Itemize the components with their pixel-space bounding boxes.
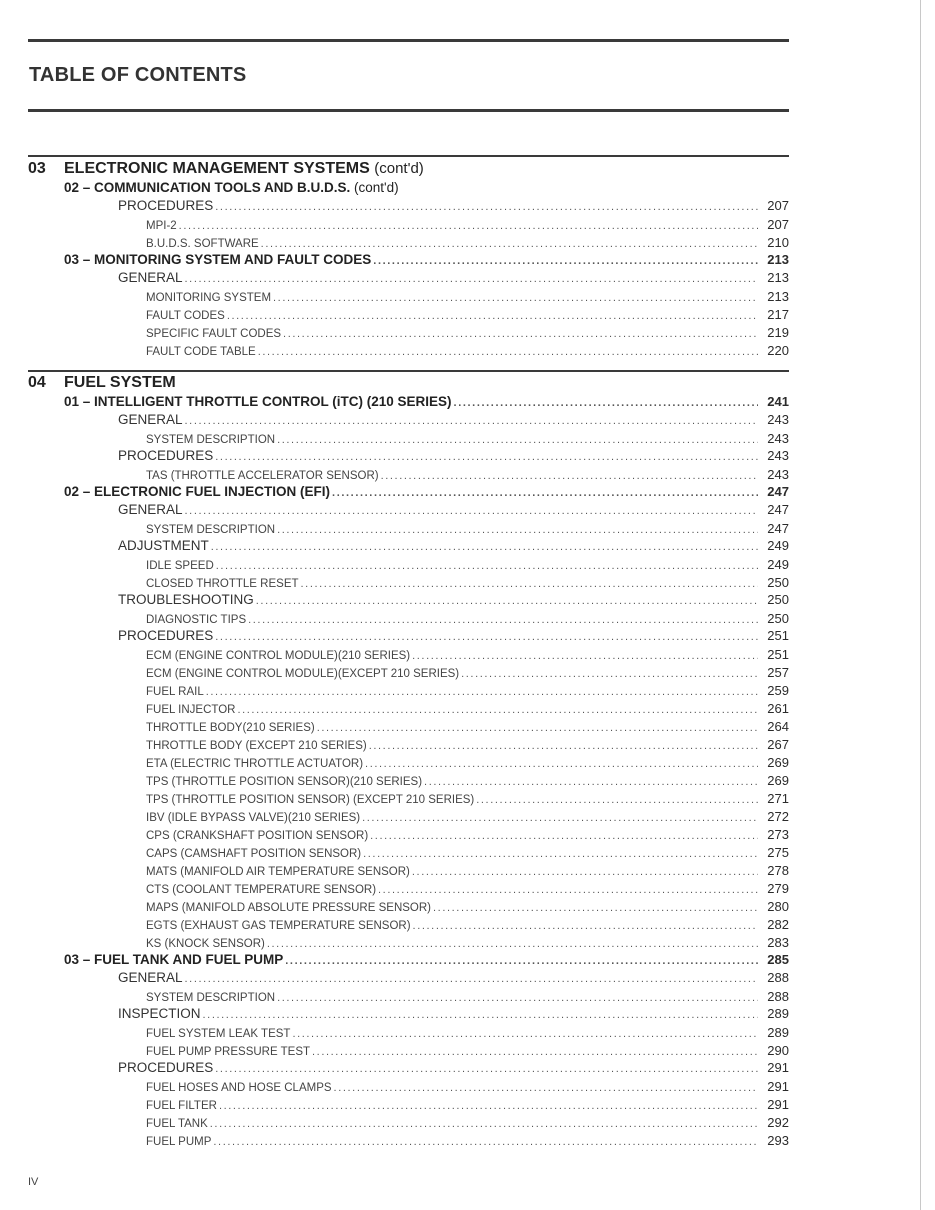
entry-label <box>64 394 452 409</box>
entry-title: IDLE SPEED <box>146 560 214 572</box>
entry-title: 01 – INTELLIGENT THROTTLE CONTROL (iTC) (210 SERIES) <box>64 394 452 409</box>
entry-title: FUEL PUMP <box>146 1136 212 1148</box>
item-entry[interactable] <box>146 289 789 304</box>
page-number: 279 <box>767 881 789 896</box>
dot-leader <box>227 310 758 322</box>
entry-title: ECM (ENGINE CONTROL MODULE)(EXCEPT 210 SERIES) <box>146 668 460 680</box>
page-number: 267 <box>767 737 789 752</box>
entry-label <box>146 668 459 680</box>
entry-label <box>118 448 213 463</box>
entry-label <box>146 292 271 304</box>
entry-label <box>146 866 410 878</box>
item-entry[interactable] <box>146 575 789 590</box>
dot-leader <box>365 758 758 770</box>
page-number: 273 <box>767 827 789 842</box>
dot-leader <box>277 992 758 1004</box>
page-number: 243 <box>767 431 789 446</box>
item-entry[interactable] <box>146 791 789 806</box>
entry-title: FAULT CODE TABLE <box>146 346 256 358</box>
entry-title: FUEL INJECTOR <box>146 704 236 716</box>
dot-leader <box>185 973 758 985</box>
dot-leader <box>461 668 758 680</box>
entry-title: B.U.D.S. SOFTWARE <box>146 238 259 250</box>
chapter-title: ELECTRONIC MANAGEMENT SYSTEMS <box>64 160 370 177</box>
item-entry[interactable] <box>146 325 789 340</box>
entry-label <box>118 592 254 607</box>
page-number: 249 <box>767 557 789 572</box>
entry-label <box>118 412 183 427</box>
page-number: 243 <box>767 467 789 482</box>
chapter-title-wrap <box>64 160 424 178</box>
dot-leader <box>215 1063 758 1075</box>
entry-label <box>146 686 204 698</box>
page-number: 275 <box>767 845 789 860</box>
item-entry[interactable] <box>146 737 789 752</box>
dot-leader <box>332 487 758 499</box>
page-number: 217 <box>767 307 789 322</box>
section-entry[interactable] <box>64 252 789 267</box>
topic-entry[interactable] <box>118 628 789 643</box>
page-number: 269 <box>767 755 789 770</box>
item-entry[interactable] <box>146 1097 789 1112</box>
entry-label <box>146 650 410 662</box>
topic-entry[interactable] <box>118 970 789 985</box>
entry-label <box>146 220 177 232</box>
dot-leader <box>378 884 758 896</box>
item-entry[interactable] <box>146 827 789 842</box>
dot-leader <box>185 415 758 427</box>
page-number: 278 <box>767 863 789 878</box>
item-entry[interactable] <box>146 809 789 824</box>
entry-label <box>146 560 214 572</box>
entry-label <box>146 238 259 250</box>
entry-title: FUEL FILTER <box>146 1100 217 1112</box>
topic-entry[interactable] <box>118 1060 789 1075</box>
item-entry[interactable] <box>146 1115 789 1130</box>
topic-entry[interactable] <box>118 1006 789 1021</box>
page-number: 289 <box>767 1025 789 1040</box>
item-entry[interactable] <box>146 521 789 536</box>
entry-title: THROTTLE BODY (EXCEPT 210 SERIES) <box>146 740 367 752</box>
item-entry[interactable] <box>146 701 789 716</box>
entry-title: PROCEDURES <box>118 628 214 643</box>
dot-leader <box>211 541 758 553</box>
entry-label <box>146 346 256 358</box>
page-number: 291 <box>767 1097 789 1112</box>
entry-label <box>146 758 363 770</box>
chapter-number: 04 <box>28 374 46 391</box>
entry-label <box>146 328 281 340</box>
section-entry[interactable] <box>64 952 789 967</box>
item-entry[interactable] <box>146 773 789 788</box>
entry-title: FAULT CODES <box>146 310 225 322</box>
entry-title: TAS (THROTTLE ACCELERATOR SENSOR) <box>146 470 379 482</box>
page-number: 250 <box>767 575 789 590</box>
page-number: 243 <box>767 412 789 427</box>
entry-label <box>118 628 213 643</box>
dot-leader <box>317 722 758 734</box>
entry-label <box>118 502 183 517</box>
dot-leader <box>206 686 758 698</box>
entry-label <box>146 884 376 896</box>
header-rule-top <box>28 39 789 42</box>
entry-label <box>118 538 209 553</box>
chapter-number: 03 <box>28 160 46 177</box>
entry-label <box>146 1046 310 1058</box>
entry-label <box>118 970 183 985</box>
topic-entry[interactable] <box>118 198 789 213</box>
entry-title: PROCEDURES <box>118 448 214 463</box>
dot-leader <box>424 776 758 788</box>
entry-title: IBV (IDLE BYPASS VALVE)(210 SERIES) <box>146 812 361 824</box>
item-entry[interactable] <box>146 1043 789 1058</box>
item-entry[interactable] <box>146 917 789 932</box>
dot-leader <box>285 955 758 967</box>
item-entry[interactable] <box>146 235 789 250</box>
entry-label <box>146 938 265 950</box>
item-entry[interactable] <box>146 683 789 698</box>
entry-label <box>64 180 399 195</box>
dot-leader <box>277 524 758 536</box>
entry-label <box>118 1006 201 1021</box>
page-number: 210 <box>767 235 789 250</box>
entry-title: ECM (ENGINE CONTROL MODULE)(210 SERIES) <box>146 650 411 662</box>
entry-label <box>146 920 411 932</box>
entry-label <box>146 722 315 734</box>
entry-label <box>146 578 299 590</box>
item-entry[interactable] <box>146 1025 789 1040</box>
page-title: TABLE OF CONTENTS <box>29 64 247 86</box>
item-entry[interactable] <box>146 719 789 734</box>
entry-label <box>146 310 225 322</box>
entry-label <box>146 1100 217 1112</box>
dot-leader <box>412 650 758 662</box>
page-number: 207 <box>767 198 789 213</box>
item-entry[interactable] <box>146 557 789 572</box>
page-number: 280 <box>767 899 789 914</box>
section-entry[interactable] <box>64 484 789 499</box>
entry-label <box>146 794 474 806</box>
entry-label <box>146 434 275 446</box>
entry-title: DIAGNOSTIC TIPS <box>146 614 247 626</box>
entry-title: FUEL TANK <box>146 1118 208 1130</box>
dot-leader <box>258 346 758 358</box>
entry-label <box>118 1060 213 1075</box>
entry-title: FUEL PUMP PRESSURE TEST <box>146 1046 311 1058</box>
chapter-title-wrap <box>64 374 176 392</box>
item-entry[interactable] <box>146 881 789 896</box>
entry-title: TPS (THROTTLE POSITION SENSOR) (EXCEPT 210 SERIES) <box>146 794 475 806</box>
entry-label <box>146 776 422 788</box>
entry-title: CLOSED THROTTLE RESET <box>146 578 299 590</box>
page-number: 247 <box>767 502 789 517</box>
entry-title: PROCEDURES <box>118 1060 214 1075</box>
page-number: 257 <box>767 665 789 680</box>
entry-title: 03 – FUEL TANK AND FUEL PUMP <box>64 952 284 967</box>
dot-leader <box>433 902 758 914</box>
entry-title: 03 – MONITORING SYSTEM AND FAULT CODES <box>64 252 372 267</box>
entry-title: PROCEDURES <box>118 198 214 213</box>
entry-title: 02 – ELECTRONIC FUEL INJECTION (EFI) <box>64 484 331 499</box>
page-number: 251 <box>767 647 789 662</box>
dot-leader <box>413 920 758 932</box>
page-number: 283 <box>767 935 789 950</box>
entry-label <box>146 740 367 752</box>
header-rule-bottom <box>28 109 789 112</box>
entry-title: CPS (CRANKSHAFT POSITION SENSOR) <box>146 830 369 842</box>
dot-leader <box>215 631 758 643</box>
dot-leader <box>203 1009 758 1021</box>
page-number: 289 <box>767 1006 789 1021</box>
dot-leader <box>248 614 758 626</box>
item-entry[interactable] <box>146 1133 789 1148</box>
entry-label <box>146 1082 332 1094</box>
topic-entry[interactable] <box>118 592 789 607</box>
page-number: 247 <box>767 521 789 536</box>
entry-title: GENERAL <box>118 270 183 285</box>
entry-label <box>118 270 183 285</box>
page-number: 285 <box>767 952 789 967</box>
topic-entry[interactable] <box>118 538 789 553</box>
entry-title: TPS (THROTTLE POSITION SENSOR)(210 SERIES) <box>146 776 423 788</box>
page-number: 243 <box>767 448 789 463</box>
entry-title: INSPECTION <box>118 1006 201 1021</box>
page-number: 251 <box>767 628 789 643</box>
entry-title: MAPS (MANIFOLD ABSOLUTE PRESSURE SENSOR) <box>146 902 432 914</box>
entry-label <box>146 1136 211 1148</box>
entry-title: KS (KNOCK SENSOR) <box>146 938 265 950</box>
dot-leader <box>312 1046 758 1058</box>
item-entry[interactable] <box>146 899 789 914</box>
dot-leader <box>219 1100 758 1112</box>
item-entry[interactable] <box>146 863 789 878</box>
page-number: 291 <box>767 1060 789 1075</box>
item-entry[interactable] <box>146 845 789 860</box>
page-number: 293 <box>767 1133 789 1148</box>
entry-title: GENERAL <box>118 502 183 517</box>
item-entry[interactable] <box>146 217 789 232</box>
entry-title: SYSTEM DESCRIPTION <box>146 992 276 1004</box>
dot-leader <box>362 812 758 824</box>
entry-title: EGTS (EXHAUST GAS TEMPERATURE SENSOR) <box>146 920 411 932</box>
entry-label <box>146 812 360 824</box>
item-entry[interactable] <box>146 467 789 482</box>
page-number: 288 <box>767 970 789 985</box>
topic-entry[interactable] <box>118 270 789 285</box>
page-number: 272 <box>767 809 789 824</box>
page-number: 264 <box>767 719 789 734</box>
dot-leader <box>215 451 758 463</box>
dot-leader <box>237 704 758 716</box>
entry-label <box>64 484 330 499</box>
page-number: 290 <box>767 1043 789 1058</box>
item-entry[interactable] <box>146 343 789 358</box>
entry-label <box>146 524 275 536</box>
dot-leader <box>381 470 758 482</box>
topic-entry[interactable] <box>118 502 789 517</box>
dot-leader <box>292 1028 758 1040</box>
page-number: 213 <box>767 252 789 267</box>
entry-title: FUEL HOSES AND HOSE CLAMPS <box>146 1082 332 1094</box>
continued-suffix: (cont'd) <box>354 180 399 195</box>
page-number: 288 <box>767 989 789 1004</box>
page-number: 207 <box>767 217 789 232</box>
entry-title: GENERAL <box>118 970 183 985</box>
entry-title: MONITORING SYSTEM <box>146 292 272 304</box>
entry-label <box>118 198 213 213</box>
entry-title: GENERAL <box>118 412 183 427</box>
entry-title: THROTTLE BODY(210 SERIES) <box>146 722 315 734</box>
entry-label <box>146 1028 290 1040</box>
entry-label <box>146 830 368 842</box>
entry-title: CAPS (CAMSHAFT POSITION SENSOR) <box>146 848 362 860</box>
chapter-rule-03 <box>28 155 789 157</box>
item-entry[interactable] <box>146 665 789 680</box>
page-number: 250 <box>767 611 789 626</box>
page-number: 247 <box>767 484 789 499</box>
entry-title: CTS (COOLANT TEMPERATURE SENSOR) <box>146 884 377 896</box>
entry-title: MPI-2 <box>146 220 177 232</box>
topic-entry[interactable] <box>118 448 789 463</box>
item-entry[interactable] <box>146 755 789 770</box>
continued-suffix: (cont'd) <box>374 160 424 177</box>
item-entry[interactable] <box>146 647 789 662</box>
page-number-folio: IV <box>28 1176 39 1188</box>
section-entry[interactable] <box>64 394 789 409</box>
dot-leader <box>363 848 758 860</box>
page-number: 271 <box>767 791 789 806</box>
entry-title: ETA (ELECTRIC THROTTLE ACTUATOR) <box>146 758 364 770</box>
dot-leader <box>185 273 758 285</box>
item-entry[interactable] <box>146 611 789 626</box>
page-number: 250 <box>767 592 789 607</box>
dot-leader <box>273 292 758 304</box>
dot-leader <box>179 220 758 232</box>
entry-label <box>64 952 283 967</box>
dot-leader <box>185 505 758 517</box>
entry-label <box>146 992 275 1004</box>
entry-label <box>146 614 246 626</box>
page-number: 220 <box>767 343 789 358</box>
chapter-title: FUEL SYSTEM <box>64 374 176 391</box>
entry-title: ADJUSTMENT <box>118 538 209 553</box>
page-number: 241 <box>767 394 789 409</box>
page-number: 259 <box>767 683 789 698</box>
entry-label <box>146 704 235 716</box>
page-number: 261 <box>767 701 789 716</box>
dot-leader <box>369 740 758 752</box>
page-number: 213 <box>767 289 789 304</box>
entry-title: SYSTEM DESCRIPTION <box>146 524 276 536</box>
dot-leader <box>454 397 758 409</box>
page-number: 291 <box>767 1079 789 1094</box>
item-entry[interactable] <box>146 1079 789 1094</box>
dot-leader <box>216 560 758 572</box>
page-number: 282 <box>767 917 789 932</box>
item-entry[interactable] <box>146 935 789 950</box>
section-entry[interactable] <box>64 180 789 195</box>
page-number: 292 <box>767 1115 789 1130</box>
page-number: 213 <box>767 270 789 285</box>
dot-leader <box>213 1136 758 1148</box>
page-number: 269 <box>767 773 789 788</box>
item-entry[interactable] <box>146 989 789 1004</box>
item-entry[interactable] <box>146 431 789 446</box>
entry-label <box>146 470 379 482</box>
dot-leader <box>277 434 758 446</box>
entry-title: SYSTEM DESCRIPTION <box>146 434 276 446</box>
dot-leader <box>370 830 758 842</box>
dot-leader <box>256 595 758 607</box>
page-number: 249 <box>767 538 789 553</box>
entry-label <box>64 252 371 267</box>
entry-label <box>146 1118 208 1130</box>
chapter-rule-04 <box>28 370 789 372</box>
entry-title: MATS (MANIFOLD AIR TEMPERATURE SENSOR) <box>146 866 410 878</box>
page-edge-divider <box>920 0 921 1210</box>
dot-leader <box>373 255 758 267</box>
entry-label <box>146 902 431 914</box>
entry-title: FUEL SYSTEM LEAK TEST <box>146 1028 291 1040</box>
dot-leader <box>283 328 758 340</box>
dot-leader <box>210 1118 758 1130</box>
topic-entry[interactable] <box>118 412 789 427</box>
dot-leader <box>261 238 758 250</box>
dot-leader <box>476 794 758 806</box>
dot-leader <box>301 578 758 590</box>
dot-leader <box>412 866 758 878</box>
dot-leader <box>334 1082 758 1094</box>
entry-title: FUEL RAIL <box>146 686 204 698</box>
dot-leader <box>215 201 758 213</box>
entry-label <box>146 848 361 860</box>
dot-leader <box>267 938 758 950</box>
entry-title: SPECIFIC FAULT CODES <box>146 328 282 340</box>
entry-title: 02 – COMMUNICATION TOOLS AND B.U.D.S. <box>64 180 351 195</box>
page-number: 219 <box>767 325 789 340</box>
entry-title: TROUBLESHOOTING <box>118 592 254 607</box>
item-entry[interactable] <box>146 307 789 322</box>
